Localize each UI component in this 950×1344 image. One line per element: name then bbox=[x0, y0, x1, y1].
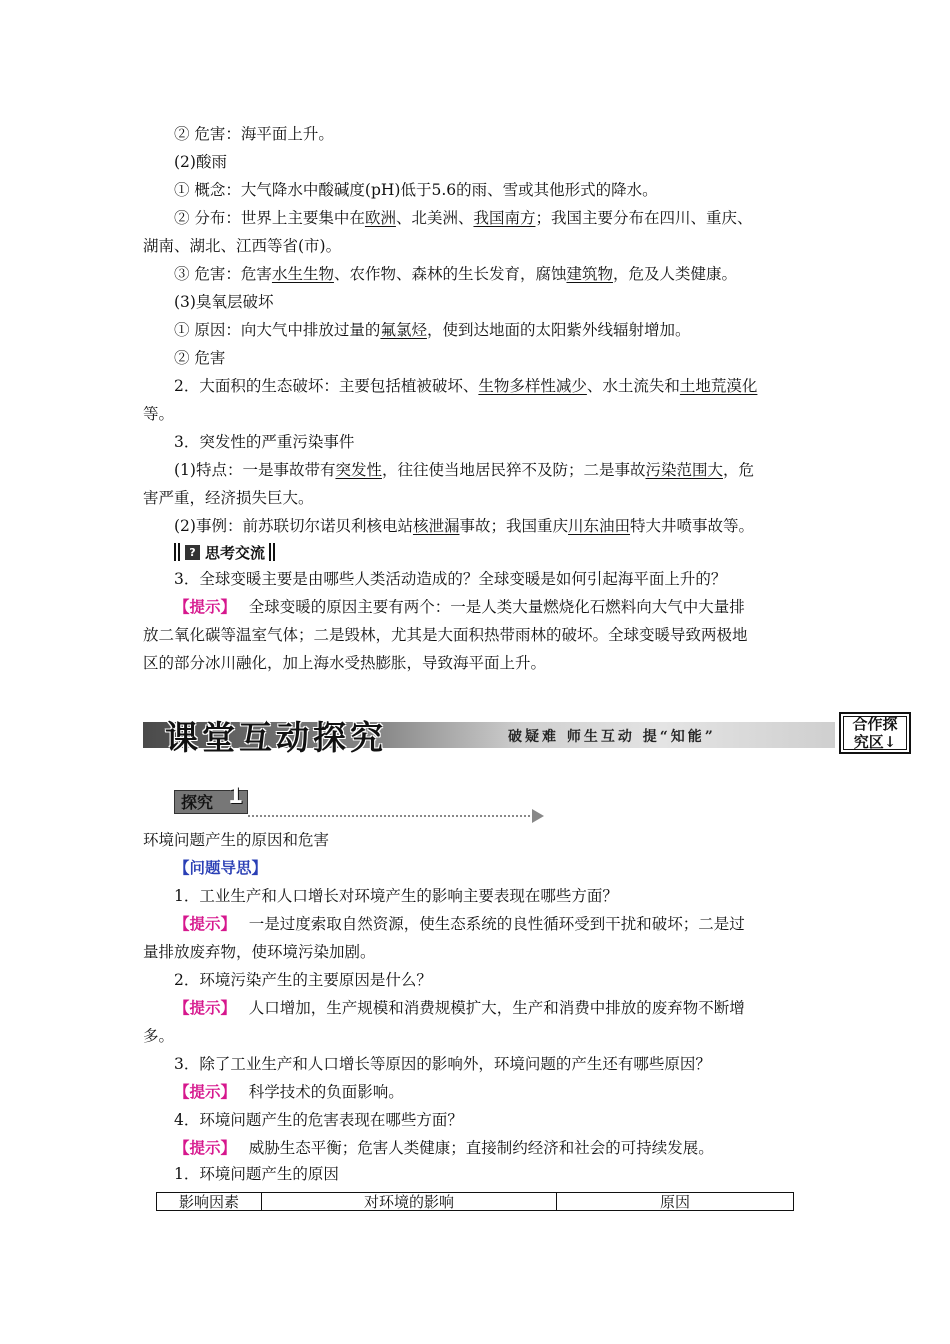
think-question: 3．全球变暖主要是由哪些人类活动造成的？全球变暖是如何引起海平面上升的？ bbox=[174, 570, 727, 588]
answer-2: 多。 bbox=[143, 1027, 175, 1045]
arrow-icon bbox=[532, 809, 544, 823]
question-guide-heading: 【问题导思】 bbox=[174, 858, 268, 877]
text-line: ③ 危害：危害水生生物、农作物、森林的生长发育，腐蚀建筑物，危及人类健康。 bbox=[174, 265, 737, 283]
explore-badge: 探究 1 bbox=[174, 790, 248, 814]
banner-title: 课堂互动探究 bbox=[165, 718, 387, 757]
text-line: 3．突发性的严重污染事件 bbox=[174, 433, 355, 451]
table-header-row bbox=[157, 1193, 794, 1211]
text-line: ① 概念：大气降水中酸碱度(pH)低于5.6的雨、雪或其他形式的降水。 bbox=[174, 181, 658, 199]
answer-1: 【提示】 一是过度索取自然资源，使生态系统的良性循环受到干扰和破坏；二是过 bbox=[174, 914, 745, 933]
section-heading: 1．环境问题产生的原因 bbox=[174, 1165, 339, 1183]
text-line: 害严重，经济损失巨大。 bbox=[143, 489, 314, 507]
question-3: 3．除了工业生产和人口增长等原因的影响外，环境问题的产生还有哪些原因？ bbox=[174, 1055, 711, 1073]
answer-3: 【提示】 科学技术的负面影响。 bbox=[174, 1082, 404, 1101]
answer-1: 量排放废弃物，使环境污染加剧。 bbox=[143, 943, 376, 961]
question-4: 4．环境问题产生的危害表现在哪些方面？ bbox=[174, 1111, 463, 1129]
think-answer: 放二氧化碳等温室气体；二是毁林，尤其是大面积热带雨林的破坏。全球变暖导致两极地 bbox=[143, 626, 748, 644]
table-header-cell: 影响因素 bbox=[157, 1193, 262, 1211]
dotted-arrow-line bbox=[248, 815, 538, 817]
heading-acid-rain: (2)酸雨 bbox=[174, 153, 227, 171]
text-line: ② 危害 bbox=[174, 349, 226, 367]
answer-4: 【提示】 威胁生态平衡；危害人类健康；直接制约经济和社会的可持续发展。 bbox=[174, 1138, 714, 1157]
text-line: ② 分布：世界上主要集中在欧洲、北美洲、我国南方；我国主要分布在四川、重庆、 bbox=[174, 209, 753, 227]
question-1: 1．工业生产和人口增长对环境产生的影响主要表现在哪些方面？ bbox=[174, 887, 618, 905]
text-line: 等。 bbox=[143, 405, 175, 423]
think-answer: 区的部分冰川融化，加上海水受热膨胀，导致海平面上升。 bbox=[143, 654, 547, 672]
text-line: 湖南、湖北、江西等省(市)。 bbox=[143, 237, 342, 255]
table-header-cell: 原因 bbox=[557, 1193, 794, 1211]
heading-ozone: (3)臭氧层破坏 bbox=[174, 293, 274, 311]
section-banner bbox=[143, 708, 835, 757]
think-answer: 【提示】 全球变暖的原因主要有两个：一是人类大量燃烧化石燃料向大气中大量排 bbox=[174, 597, 745, 616]
text-line: 2．大面积的生态破坏：主要包括植被破坏、生物多样性减少、水土流失和土地荒漠化 bbox=[174, 377, 758, 395]
think-exchange-label: ? 思考交流 bbox=[174, 541, 277, 563]
text-line: (1)特点：一是事故带有突发性，往往使当地居民猝不及防；二是事故污染范围大，危 bbox=[174, 461, 755, 479]
cooperation-zone-box: 合作探 究区↓ bbox=[839, 712, 911, 754]
table-header-cell: 对环境的影响 bbox=[262, 1193, 557, 1211]
answer-2: 【提示】 人口增加，生产规模和消费规模扩大，生产和消费中排放的废弃物不断增 bbox=[174, 998, 745, 1017]
text-line: (2)事例：前苏联切尔诺贝利核电站核泄漏事故；我国重庆川东油田特大井喷事故等。 bbox=[174, 517, 755, 535]
banner-subtitle: 破疑难 师生互动 提“知能” bbox=[508, 729, 716, 745]
question-icon: ? bbox=[185, 545, 200, 560]
text-line: ② 危害：海平面上升。 bbox=[174, 125, 334, 143]
question-2: 2．环境污染产生的主要原因是什么？ bbox=[174, 971, 432, 989]
causes-table bbox=[156, 1192, 794, 1211]
explore-topic: 环境问题产生的原因和危害 bbox=[143, 831, 330, 849]
text-line: ① 原因：向大气中排放过量的氟氯烃，使到达地面的太阳紫外线辐射增加。 bbox=[174, 321, 691, 339]
